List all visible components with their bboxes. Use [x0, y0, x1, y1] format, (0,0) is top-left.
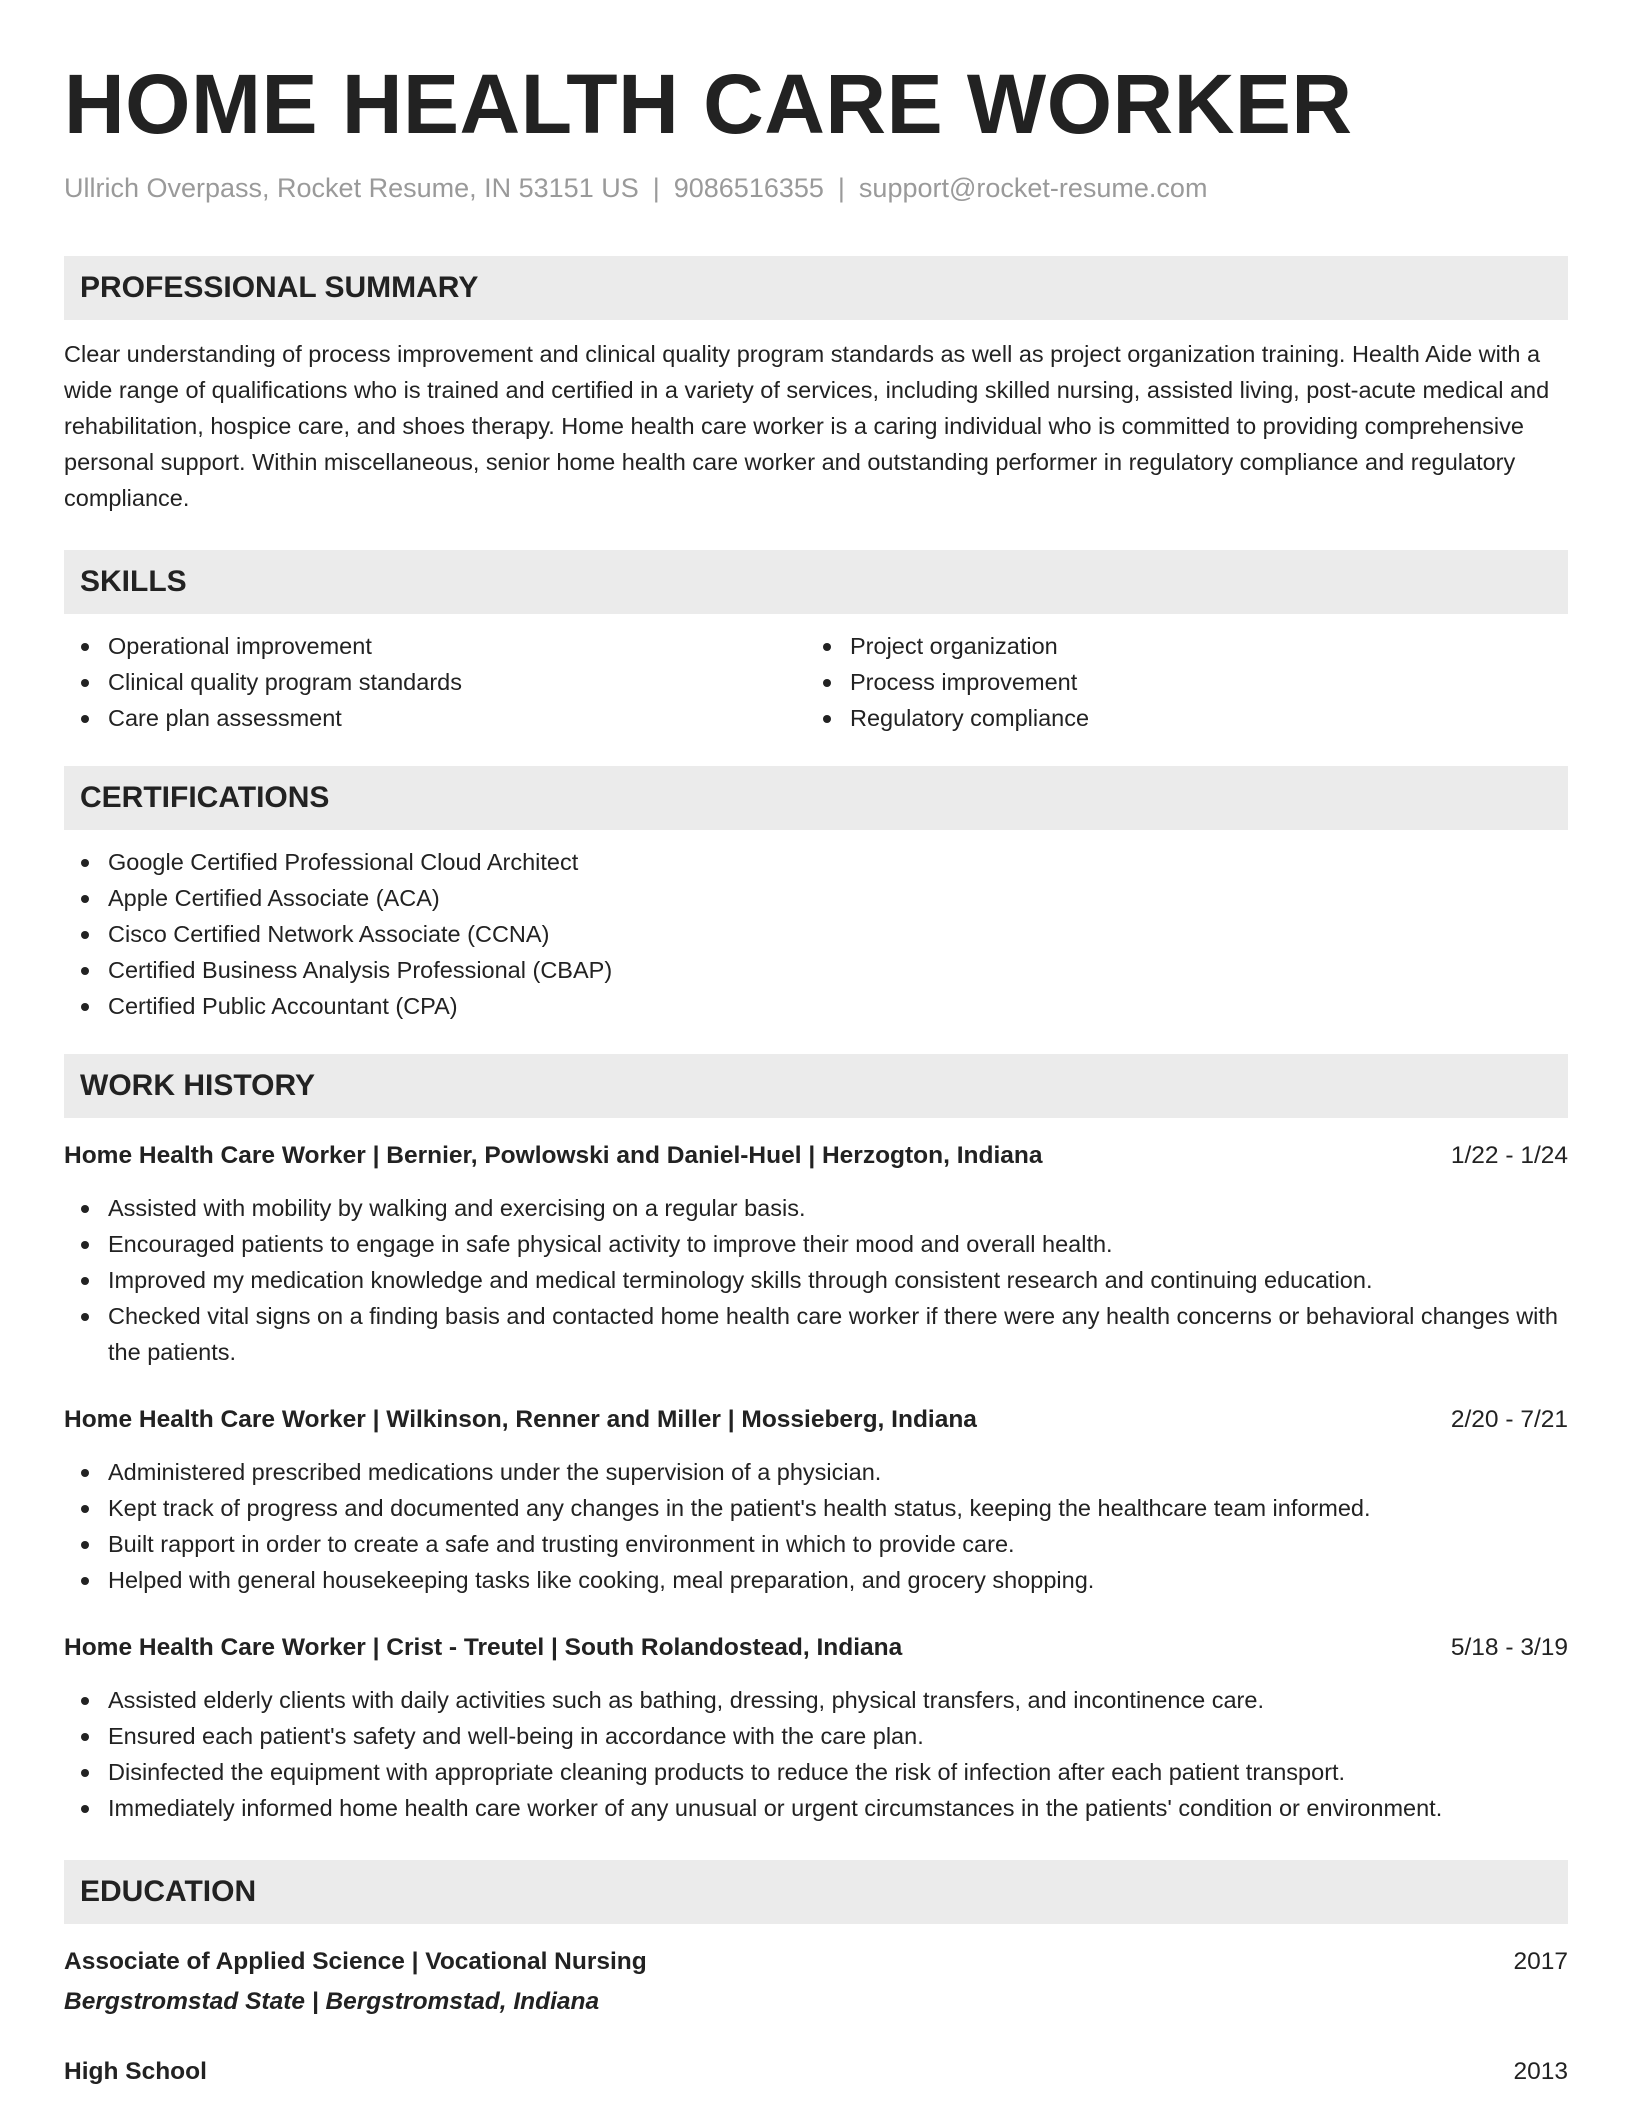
contact-separator: | — [837, 173, 845, 203]
section-heading-work-history: WORK HISTORY — [64, 1054, 1568, 1118]
job-header — [64, 1138, 1568, 1174]
section-heading-certifications: CERTIFICATIONS — [64, 766, 1568, 830]
contact-separator: | — [652, 173, 660, 203]
job-dates: 2/20 - 7/21 — [1450, 1406, 1568, 1433]
skill-item: Clinical quality program standards — [64, 664, 806, 700]
resume-page — [64, 0, 1568, 2090]
certification-item: Cisco Certified Network Associate (CCNA) — [64, 916, 1568, 952]
job-bullets — [64, 1454, 1568, 1598]
skills-column-right — [806, 628, 1548, 736]
page-title: HOME HEALTH CARE WORKER — [64, 57, 1353, 151]
skill-item: Process improvement — [806, 664, 1548, 700]
certification-item: Apple Certified Associate (ACA) — [64, 880, 1568, 916]
job-dates: 5/18 - 3/19 — [1450, 1634, 1568, 1661]
certification-item: Google Certified Professional Cloud Architect — [64, 844, 1568, 880]
skill-item: Project organization — [806, 628, 1548, 664]
section-heading-summary: PROFESSIONAL SUMMARY — [64, 256, 1568, 320]
job-bullet: Ensured each patient's safety and well-being in accordance with the care plan. — [64, 1718, 1568, 1754]
skills-column-left — [64, 628, 806, 736]
job-title: Home Health Care Worker | Bernier, Powlowski and Daniel-Huel | Herzogton, Indiana — [64, 1142, 1043, 1169]
education-year: 2013 — [1513, 2058, 1568, 2085]
job-bullet: Improved my medication knowledge and medical terminology skills through consistent research and continuing education. — [64, 1262, 1568, 1298]
job-bullet: Checked vital signs on a finding basis and contacted home health care worker if there were any health concerns or behavioral changes with the patients. — [64, 1298, 1568, 1370]
job-bullet: Built rapport in order to create a safe and trusting environment in which to provide care. — [64, 1526, 1568, 1562]
education-entry — [64, 2054, 1568, 2090]
education-header — [64, 2054, 1568, 2090]
job-bullets — [64, 1682, 1568, 1826]
job-bullet: Assisted elderly clients with daily activities such as bathing, dressing, physical transfers, and incontinence care. — [64, 1682, 1568, 1718]
education-entry — [64, 1944, 1568, 2020]
job-title: Home Health Care Worker | Crist - Treutel | South Rolandostead, Indiana — [64, 1634, 903, 1661]
job-entry — [64, 1402, 1568, 1598]
job-title: Home Health Care Worker | Wilkinson, Renner and Miller | Mossieberg, Indiana — [64, 1406, 977, 1433]
job-entry — [64, 1138, 1568, 1370]
section-heading-education: EDUCATION — [64, 1860, 1568, 1924]
job-header — [64, 1630, 1568, 1666]
contact-address: Ullrich Overpass, Rocket Resume, IN 53151 US — [64, 173, 639, 203]
certifications-list — [64, 844, 1568, 1024]
skill-item: Operational improvement — [64, 628, 806, 664]
job-entry — [64, 1630, 1568, 1826]
section-heading-skills: SKILLS — [64, 550, 1568, 614]
contact-email: support@rocket-resume.com — [858, 173, 1208, 203]
education-header — [64, 1944, 1568, 1980]
skills-grid — [64, 628, 1568, 736]
summary-text: Clear understanding of process improvement and clinical quality program standards as well as project organization training. Health Aide with a wide range of qualifications who is trained and certified in a variety of services, including skilled nursing, assisted living, post-acute medical and rehabilitation, hospice care, and shoes therapy. Home health care worker is a caring individual who is committed to providing comprehensive personal support. Within miscellaneous, senior home health care worker and outstanding performer in regulatory compliance and regulatory compliance. — [64, 341, 1550, 511]
certification-item: Certified Public Accountant (CPA) — [64, 988, 1568, 1024]
job-bullet: Encouraged patients to engage in safe physical activity to improve their mood and overall health. — [64, 1226, 1568, 1262]
job-bullet: Immediately informed home health care worker of any unusual or urgent circumstances in the patients' condition or environment. — [64, 1790, 1568, 1826]
job-bullet: Administered prescribed medications under the supervision of a physician. — [64, 1454, 1568, 1490]
education-degree: High School — [64, 2058, 207, 2085]
job-bullet: Kept track of progress and documented any changes in the patient's health status, keeping the healthcare team informed. — [64, 1490, 1568, 1526]
job-bullet: Disinfected the equipment with appropriate cleaning products to reduce the risk of infection after each patient transport. — [64, 1754, 1568, 1790]
education-school: Bergstromstad State | Bergstromstad, Indiana — [64, 1988, 600, 2015]
contact-line — [64, 172, 1568, 204]
job-header — [64, 1402, 1568, 1438]
contact-phone: 9086516355 — [673, 173, 824, 203]
job-dates: 1/22 - 1/24 — [1450, 1142, 1568, 1169]
skill-item: Regulatory compliance — [806, 700, 1548, 736]
job-bullet: Helped with general housekeeping tasks like cooking, meal preparation, and grocery shopping. — [64, 1562, 1568, 1598]
skill-item: Care plan assessment — [64, 700, 806, 736]
skills-list-right — [806, 628, 1548, 736]
education-year: 2017 — [1513, 1948, 1568, 1975]
education-degree: Associate of Applied Science | Vocational Nursing — [64, 1948, 647, 1975]
certification-item: Certified Business Analysis Professional (CBAP) — [64, 952, 1568, 988]
job-bullets — [64, 1190, 1568, 1370]
skills-list-left — [64, 628, 806, 736]
job-bullet: Assisted with mobility by walking and exercising on a regular basis. — [64, 1190, 1568, 1226]
